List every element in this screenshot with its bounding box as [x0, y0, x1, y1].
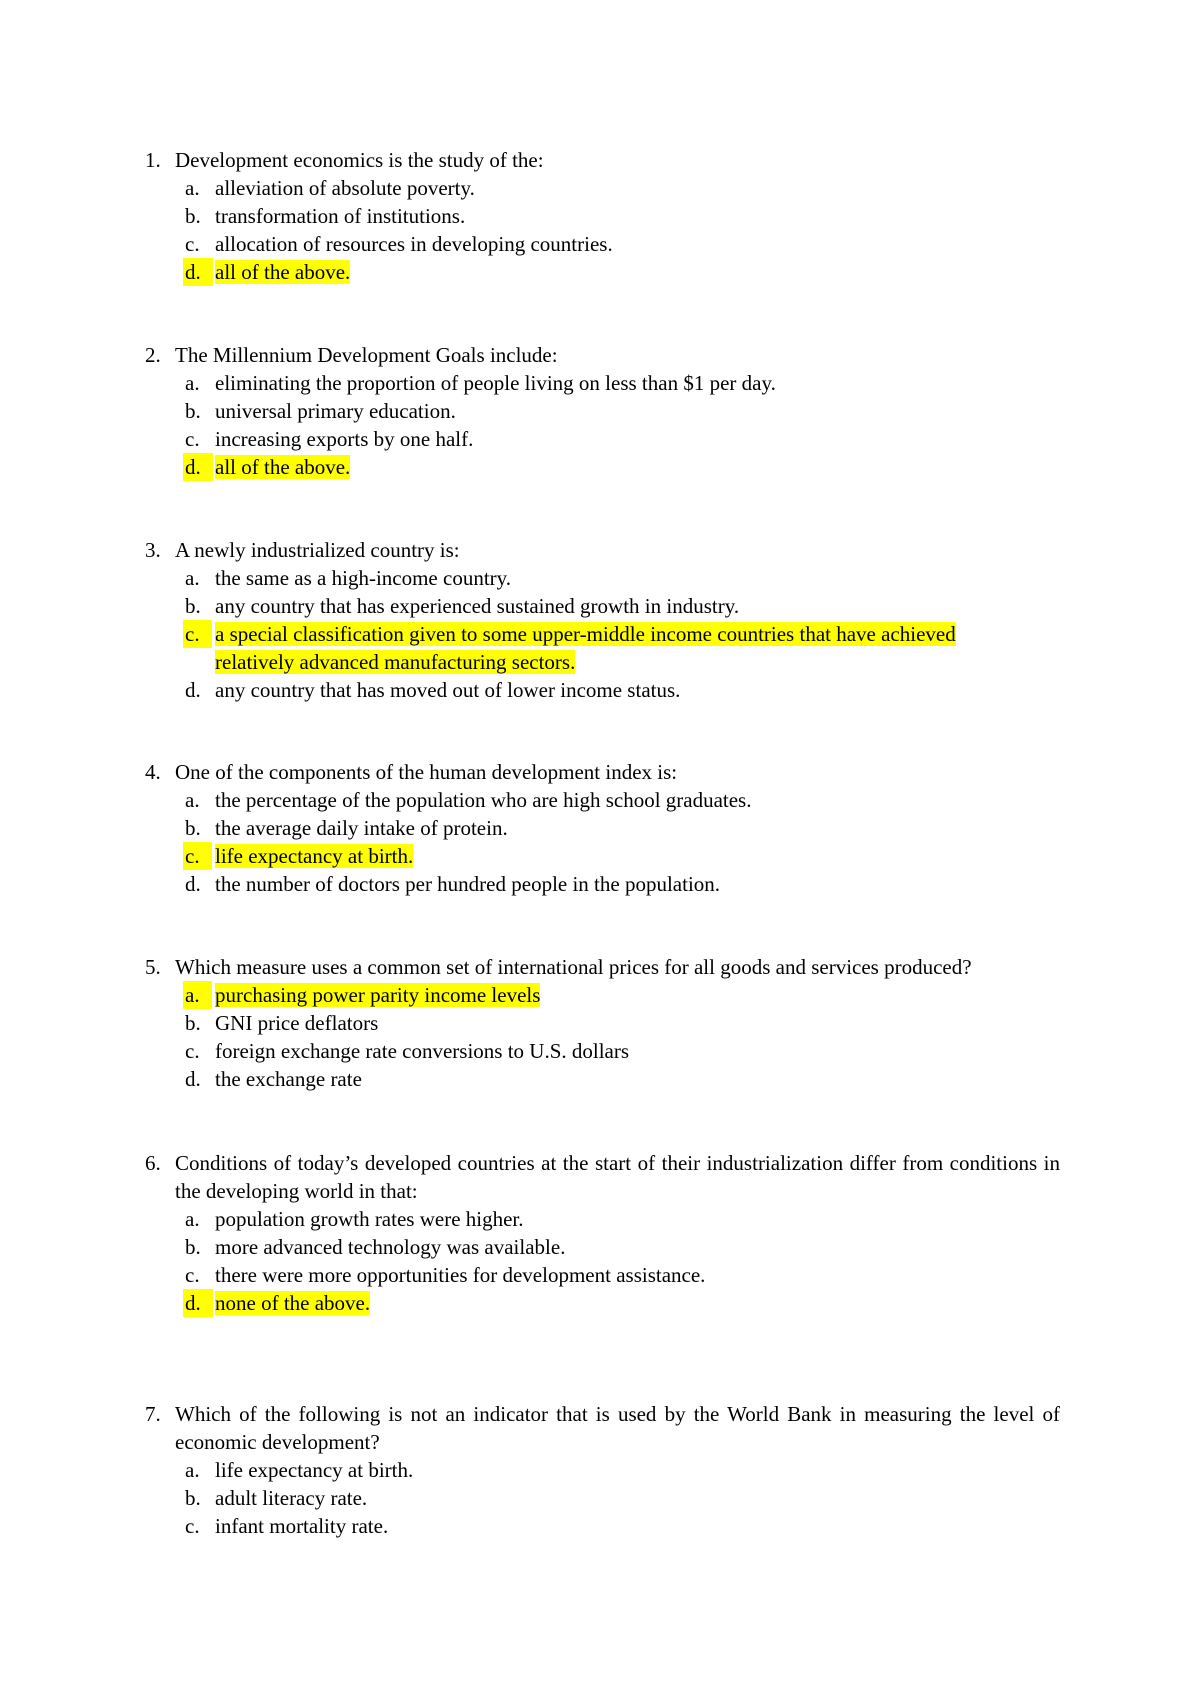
option-b	[145, 1484, 1060, 1512]
option-text: population growth rates were higher.	[215, 1207, 524, 1231]
option-letter: a.	[185, 566, 200, 590]
option-letter: a.	[185, 1207, 200, 1231]
question-3	[145, 536, 1060, 704]
question-stem	[145, 341, 1060, 369]
option-d	[145, 676, 1060, 704]
option-text: all of the above.	[215, 260, 351, 284]
question-text: The Millennium Development Goals include:	[175, 343, 558, 367]
option-c	[145, 1512, 1060, 1540]
option-b	[145, 814, 1060, 842]
option-text: any country that has experienced sustained growth in industry.	[215, 594, 740, 618]
option-a	[145, 1456, 1060, 1484]
question-stem	[145, 536, 1060, 564]
option-text: the percentage of the population who are high school graduates.	[215, 788, 752, 812]
option-letter: c.	[185, 1263, 200, 1287]
question-2	[145, 341, 1060, 481]
option-letter: c.	[183, 842, 212, 870]
option-letter: b.	[185, 1011, 201, 1035]
option-letter: a.	[185, 371, 200, 395]
question-stem	[145, 1400, 1060, 1456]
option-text: there were more opportunities for development assistance.	[215, 1263, 706, 1287]
option-b	[145, 592, 1060, 620]
question-number: 2.	[145, 343, 161, 367]
option-text: eliminating the proportion of people living on less than $1 per day.	[215, 371, 776, 395]
question-number: 1.	[145, 148, 161, 172]
option-d-highlighted-answer	[145, 1289, 1060, 1317]
option-text: the same as a high-income country.	[215, 566, 512, 590]
option-d-highlighted-answer	[145, 258, 1060, 286]
option-letter: a.	[185, 1458, 200, 1482]
option-a	[145, 786, 1060, 814]
question-text: Conditions of today’s developed countries at the start of their industrialization differ from conditions in the developing world in that:	[175, 1151, 1060, 1203]
question-number: 3.	[145, 538, 161, 562]
option-text: all of the above.	[215, 455, 351, 479]
question-stem	[145, 758, 1060, 786]
option-letter: d.	[183, 453, 213, 481]
question-5	[145, 953, 1060, 1093]
option-c-highlighted-answer	[145, 620, 1060, 676]
option-text: the average daily intake of protein.	[215, 816, 508, 840]
option-letter: d.	[185, 678, 201, 702]
question-number: 5.	[145, 955, 161, 979]
option-letter: c.	[185, 232, 200, 256]
option-b	[145, 1233, 1060, 1261]
option-letter: c.	[185, 427, 200, 451]
option-letter: d.	[183, 258, 213, 286]
question-number: 4.	[145, 760, 161, 784]
question-7	[145, 1400, 1060, 1540]
option-letter: a.	[185, 176, 200, 200]
option-text: transformation of institutions.	[215, 204, 466, 228]
option-letter: a.	[185, 788, 200, 812]
option-text: the number of doctors per hundred people in the population.	[215, 872, 721, 896]
option-letter: c.	[185, 1039, 200, 1063]
question-6	[145, 1149, 1060, 1317]
question-stem	[145, 146, 1060, 174]
option-text: infant mortality rate.	[215, 1514, 389, 1538]
question-number: 6.	[145, 1151, 161, 1175]
option-text: more advanced technology was available.	[215, 1235, 566, 1259]
option-b	[145, 1009, 1060, 1037]
option-text: the exchange rate	[215, 1067, 362, 1091]
option-c	[145, 230, 1060, 258]
option-b	[145, 202, 1060, 230]
question-1	[145, 146, 1060, 286]
question-text: Which measure uses a common set of international prices for all goods and services produced?	[175, 955, 972, 979]
option-text: adult literacy rate.	[215, 1486, 368, 1510]
option-text: foreign exchange rate conversions to U.S. dollars	[215, 1039, 630, 1063]
option-text: life expectancy at birth.	[215, 1458, 414, 1482]
option-letter: c.	[185, 1514, 200, 1538]
option-c	[145, 1037, 1060, 1065]
option-letter: b.	[185, 816, 201, 840]
question-number: 7.	[145, 1402, 161, 1426]
option-letter: d.	[183, 1289, 213, 1317]
option-text: a special classification given to some upper-middle income countries that have achieved relatively advanced manufacturing sectors.	[215, 622, 956, 674]
option-text: none of the above.	[215, 1291, 371, 1315]
option-letter: a.	[183, 981, 212, 1009]
question-text: One of the components of the human development index is:	[175, 760, 678, 784]
option-text: GNI price deflators	[215, 1011, 379, 1035]
option-text: increasing exports by one half.	[215, 427, 474, 451]
option-letter: b.	[185, 1235, 201, 1259]
option-letter: b.	[185, 594, 201, 618]
question-text: Which of the following is not an indicator that is used by the World Bank in measuring the level of economic development?	[175, 1402, 1060, 1454]
option-letter: b.	[185, 204, 201, 228]
question-text: A newly industrialized country is:	[175, 538, 460, 562]
option-text: alleviation of absolute poverty.	[215, 176, 475, 200]
option-c	[145, 425, 1060, 453]
option-d	[145, 1065, 1060, 1093]
question-4	[145, 758, 1060, 898]
option-d	[145, 870, 1060, 898]
option-text: purchasing power parity income levels	[215, 983, 541, 1007]
option-a-highlighted-answer	[145, 981, 1060, 1009]
option-letter: b.	[185, 399, 201, 423]
option-b	[145, 397, 1060, 425]
question-text: Development economics is the study of the:	[175, 148, 544, 172]
option-a	[145, 369, 1060, 397]
option-letter: d.	[185, 1067, 201, 1091]
option-text: any country that has moved out of lower income status.	[215, 678, 681, 702]
option-text: allocation of resources in developing countries.	[215, 232, 613, 256]
question-stem	[145, 953, 1060, 981]
option-text: universal primary education.	[215, 399, 456, 423]
option-c	[145, 1261, 1060, 1289]
option-letter: b.	[185, 1486, 201, 1510]
option-letter: c.	[183, 620, 212, 648]
question-stem	[145, 1149, 1060, 1205]
option-c-highlighted-answer	[145, 842, 1060, 870]
option-a	[145, 564, 1060, 592]
option-a	[145, 1205, 1060, 1233]
option-text: life expectancy at birth.	[215, 844, 414, 868]
option-letter: d.	[185, 872, 201, 896]
option-a	[145, 174, 1060, 202]
option-d-highlighted-answer	[145, 453, 1060, 481]
